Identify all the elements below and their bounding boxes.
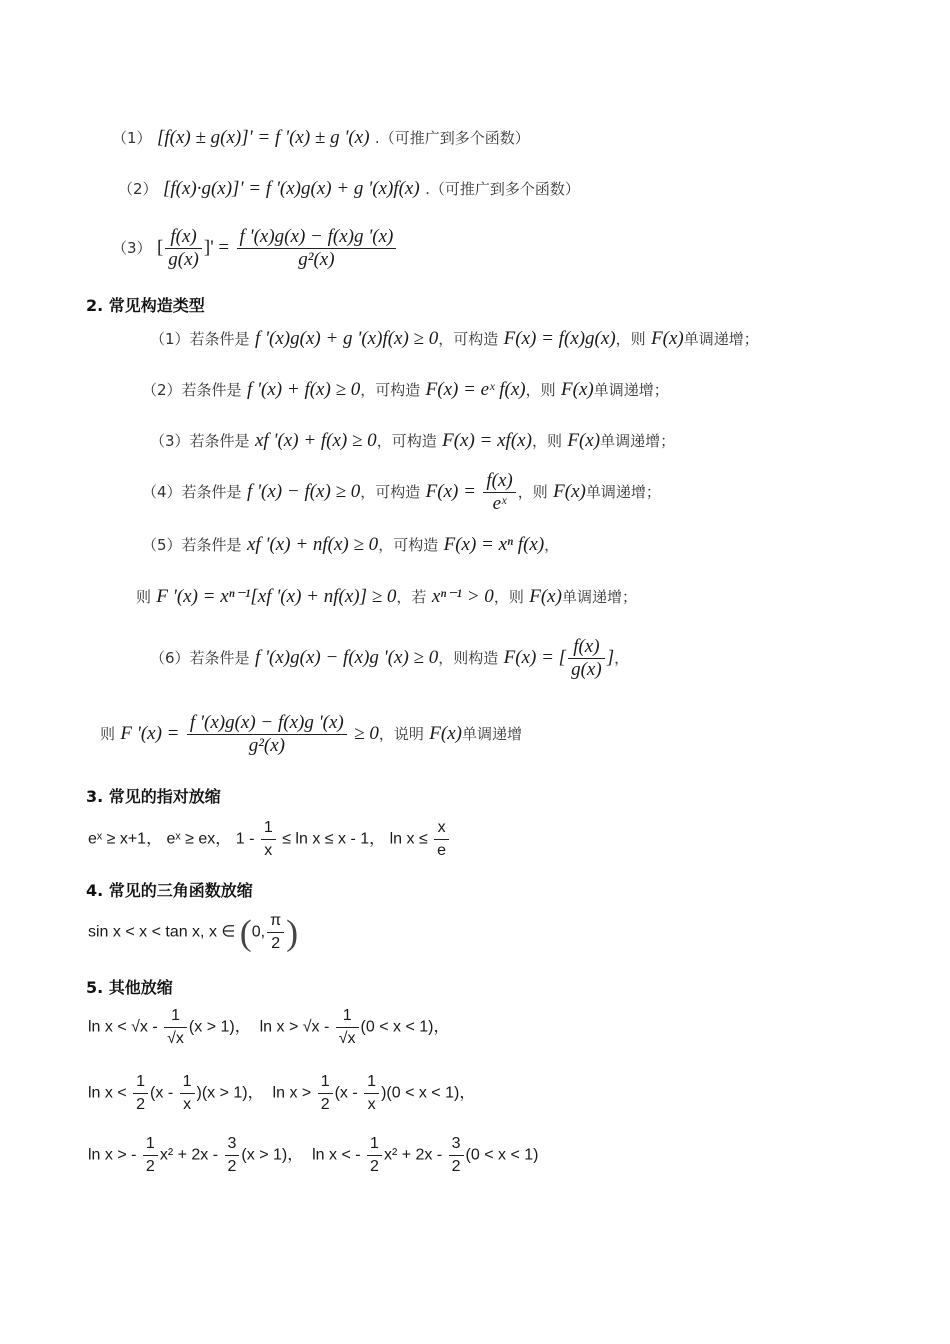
c2-mid: x² + 2x - [383,1146,443,1164]
sep-3: ， [369,830,386,848]
construct-1-label: （1）若条件是 [150,330,250,348]
construct-5b-expr: F '(x) = xⁿ⁻¹[xf '(x) + nf(x)] ≥ 0 [156,586,397,607]
construct-4-end: 单调递增； [585,483,661,501]
other-bounds-row-2 [88,1071,475,1116]
construct-4-condition: f '(x) − f(x) ≥ 0 [246,481,361,502]
construct-2-mid: ，可构造 [360,381,421,399]
other-bounds-row-3 [88,1133,538,1178]
construct-1-end: 单调递增； [683,330,759,348]
rule-3-lhs-fraction: $\frac{f(x)}{g(x)}$ [165,226,202,271]
construct-6 [150,636,629,681]
b2-post: )(0 < x < 1) [381,1084,460,1102]
construct-1-then: ，则 [615,330,646,348]
construct-6b-end: 单调递增 [461,725,522,743]
construct-6-derivative [100,712,522,757]
construct-2-fx: F(x) [561,379,594,400]
construct-6-condition: f '(x)g(x) − f(x)g '(x) ≥ 0 [254,647,439,668]
construct-6-label: （6）若条件是 [150,649,250,667]
construct-3-condition: xf '(x) + f(x) ≥ 0 [254,430,377,451]
construct-5-mid: ，可构造 [378,536,439,554]
construct-4-lhs: F(x) = [425,481,476,502]
log-bound-pre: 1 - [235,830,255,848]
rule-3: （3） [ $\frac{f(x)}{g(x)}$ ]' = $\frac{f '(x)g(x) - f(x)g '(x)}{\text{g²(x)}}$ [112,226,398,271]
rule-2-formula: [f(x)·g(x)]' = f '(x)g(x) + g '(x)f(x) [162,178,420,199]
construct-2 [142,378,669,402]
construct-5-condition: xf '(x) + nf(x) ≥ 0 [246,534,379,555]
a1-fraction: $\frac{1}{√x}$ [164,1005,187,1050]
construct-5b-cond: xⁿ⁻¹ > 0 [431,586,494,607]
a2-post: (0 < x < 1) [360,1018,434,1036]
construct-5b-end: 单调递增； [561,588,637,606]
rule-2 [118,177,580,201]
a2-fraction: $\frac{1}{√x}$ [336,1005,359,1050]
construct-5-derivative [136,585,637,609]
b1-inv: $\frac{1}{x}$ [180,1071,195,1116]
construct-6b-mid: ，说明 [378,725,424,743]
c2-half: $\frac{1}{2}$ [367,1133,382,1178]
a1-pre: ln x < √x - [88,1018,158,1036]
trig-expr: sin x < x < tan x, x ∈ [88,923,236,941]
construct-5b-pre: 则 [136,588,152,606]
b2-mid: (x - [334,1084,358,1102]
construct-5b-mid: ，若 [396,588,427,606]
construct-4 [142,470,661,515]
construct-1 [150,327,759,351]
rule-1 [112,126,530,150]
c1-comma: ， [287,1146,304,1164]
section-2-heading: 2. 常见构造类型 [86,296,205,315]
a1-comma: ， [234,1018,251,1036]
construct-5-label: （5）若条件是 [142,536,242,554]
construct-6-end: ， [614,649,630,667]
trig-bounds: sin x < x < tan x, x ∈ (0, $\frac{\pi}{2}$ ) [88,910,298,955]
other-bounds-row-1 [88,1005,449,1050]
c1-pre: ln x > - [88,1146,137,1164]
construct-2-then: ，则 [525,381,556,399]
b2-inv: $\frac{1}{x}$ [364,1071,379,1116]
rule-1-label: （1） [112,129,152,147]
b2-comma: ， [459,1084,476,1102]
section-4-heading: 4. 常见的三角函数放缩 [86,881,253,900]
construct-1-mid: ，可构造 [438,330,499,348]
construct-5b-fx: F(x) [529,586,562,607]
construct-5b-then: ，则 [493,588,524,606]
c2-pre: ln x < - [312,1146,361,1164]
construct-5 [142,533,559,557]
exp-log-bounds [88,817,451,862]
construct-6b-pre: 则 [100,725,116,743]
construct-6-rhs: ] [606,647,615,668]
construct-3-then: ，则 [531,432,562,450]
construct-3-mid: ，可构造 [376,432,437,450]
log-bound-fraction: $\frac{1}{x}$ [261,817,276,862]
b1-post: )(x > 1) [196,1084,248,1102]
c2-three-half: $\frac{3}{2}$ [449,1133,464,1178]
construct-3-fx: F(x) [567,430,601,451]
rule-3-rhs-fraction: $\frac{f '(x)g(x) - f(x)g '(x)}{\text{g²(x)}}$ [237,226,397,271]
construct-5-end: ， [544,536,560,554]
exp-bound-1: eˣ ≥ x+1 [88,830,147,848]
b2-pre: ln x > [272,1084,312,1102]
construct-3-end: 单调递增； [600,432,676,450]
sep-2: ， [215,830,232,848]
construct-6b-lhs: F '(x) = [120,723,180,744]
construct-1-function: F(x) = f(x)g(x) [503,328,616,349]
c1-three-half: $\frac{3}{2}$ [225,1133,240,1178]
construct-4-mid: ，可构造 [360,483,421,501]
exp-bound-2: eˣ ≥ ex [166,830,216,848]
section-5-heading: 5. 其他放缩 [86,978,173,997]
b1-comma: ， [247,1084,264,1102]
construct-3 [150,429,675,453]
trig-interval-start: 0, [251,923,266,941]
sep-1: ， [146,830,163,848]
construct-2-condition: f '(x) + f(x) ≥ 0 [246,379,361,400]
rule-1-note: .（可推广到多个函数） [374,129,530,147]
b1-half: $\frac{1}{2}$ [133,1071,148,1116]
rule-2-note: .（可推广到多个函数） [425,180,580,198]
construct-4-then: ，则 [517,483,548,501]
construct-3-function: F(x) = xf(x) [442,430,532,451]
construct-6b-fx: F(x) [429,723,462,744]
b2-half: $\frac{1}{2}$ [318,1071,333,1116]
log-bound-2-fraction: $\frac{x}{e}$ [434,817,449,862]
b1-pre: ln x < [88,1084,127,1102]
construct-6-mid: ，则构造 [438,649,499,667]
rule-1-formula: [f(x) ± g(x)]' = f '(x) ± g '(x) [156,127,370,148]
c1-mid: x² + 2x - [159,1146,219,1164]
log-bound-post: ≤ ln x ≤ x - 1 [282,830,370,848]
construct-4-fraction: $\frac{f(x)}{\text{eˣ}}$ [483,470,515,515]
construct-6b-rhs: ≥ 0 [354,723,379,744]
log-bound-2-pre: ln x ≤ [389,830,428,848]
construct-1-condition: f '(x)g(x) + g '(x)f(x) ≥ 0 [254,328,439,349]
construct-6b-fraction: $\frac{f '(x)g(x) - f(x)g '(x)}{\text{g²(x)}}$ [187,712,347,757]
construct-1-fx: F(x) [651,328,684,349]
construct-2-function: F(x) = eˣ f(x) [425,379,526,400]
rule-2-label: （2） [118,180,158,198]
a2-comma: ， [433,1018,450,1036]
construct-4-fx: F(x) [553,481,586,502]
c1-half: $\frac{1}{2}$ [143,1133,158,1178]
construct-6-lhs: F(x) = [ [503,647,567,668]
c2-post: (0 < x < 1) [465,1146,539,1164]
construct-4-label: （4）若条件是 [142,483,242,501]
a2-pre: ln x > √x - [259,1018,330,1036]
construct-6-fraction: $\frac{f(x)}{g(x)}$ [568,636,605,681]
a1-post: (x > 1) [188,1018,235,1036]
b1-mid: (x - [150,1084,174,1102]
construct-2-end: 单调递增； [593,381,669,399]
construct-2-label: （2）若条件是 [142,381,242,399]
c1-post: (x > 1) [241,1146,288,1164]
trig-fraction: $\frac{\pi}{2}$ [267,910,284,955]
section-3-heading: 3. 常见的指对放缩 [86,787,221,806]
construct-5-function: F(x) = xⁿ f(x) [443,534,545,555]
rule-3-label: （3） [112,239,152,257]
construct-3-label: （3）若条件是 [150,432,250,450]
